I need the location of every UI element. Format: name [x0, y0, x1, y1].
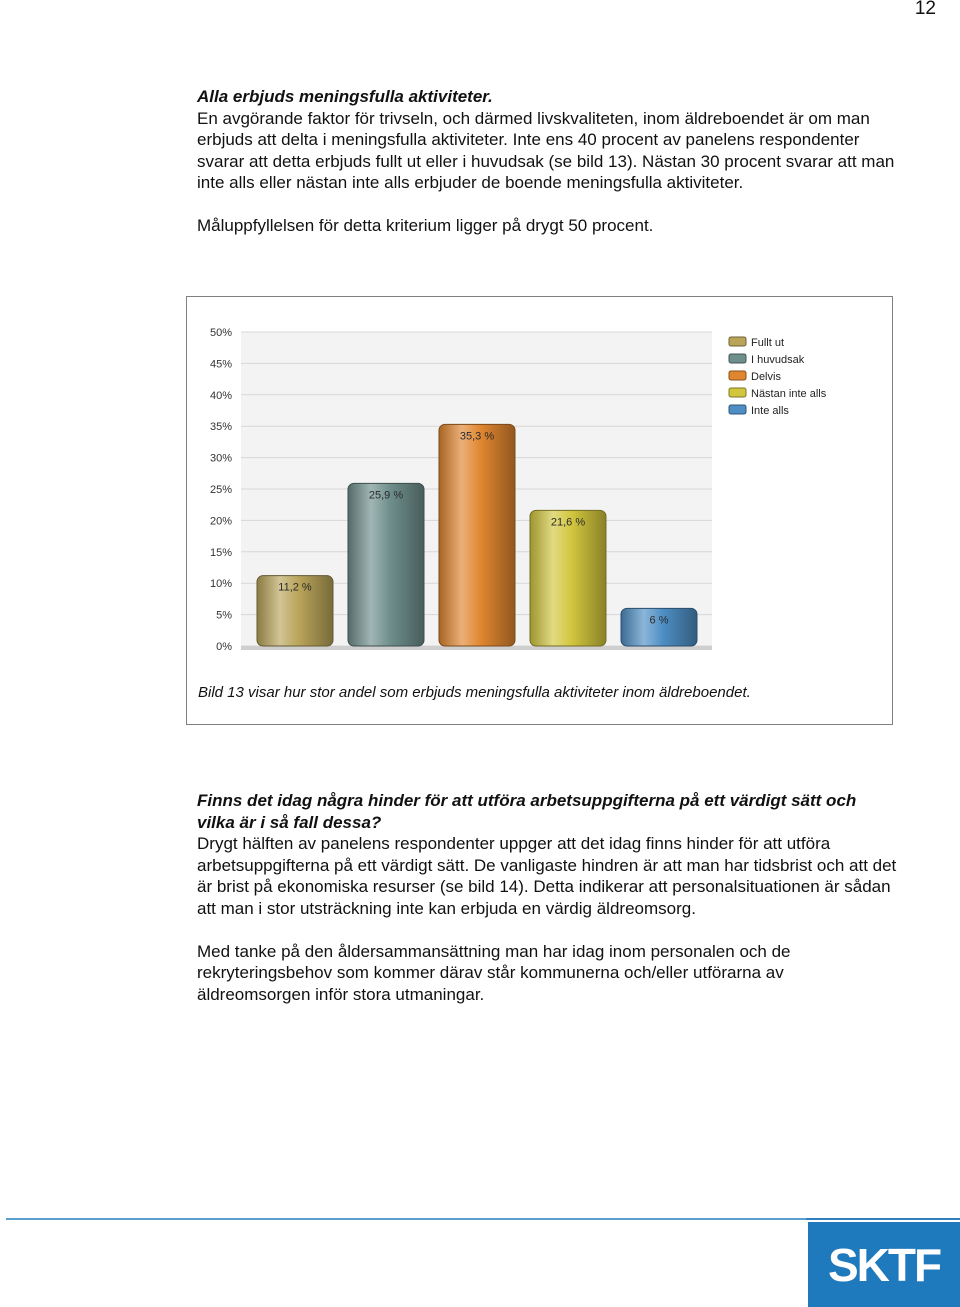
y-tick-label: 45% [209, 358, 232, 371]
legend-label: Fullt ut [751, 337, 785, 349]
legend-label: Inte alls [751, 405, 789, 417]
figure-13 [186, 296, 893, 725]
y-tick-label: 35% [209, 421, 232, 434]
section-meningsfulla-aktiviteter [197, 86, 897, 237]
y-tick-label: 30% [209, 452, 232, 465]
bar-value-label: 11,2 % [278, 581, 312, 594]
page-number: 12 [914, 0, 936, 19]
bar-value-label: 35,3 % [459, 430, 495, 443]
section-body: Drygt hälften av panelens respondenter uppger att det idag finns hinder för att utföra arbetsuppgifterna på ett värdigt sätt. De vanligaste hindren är att man har tidsbrist och att det är brist på ekonomiska resurser (se bild 14). Detta indikerar att personalsituationen är sådan att man i stor utsträckning inte kan erbjuda en värdig äldreomsorg. [197, 834, 897, 918]
legend-swatch [729, 354, 746, 363]
y-tick-label: 20% [209, 515, 232, 528]
footer-divider-accent [806, 1218, 960, 1220]
legend-swatch [729, 371, 746, 380]
bar-3 [530, 510, 606, 646]
legend-swatch [729, 405, 746, 414]
y-tick-label: 25% [209, 484, 232, 496]
section-heading: Alla erbjuds meningsfulla aktiviteter. [197, 87, 493, 106]
bar-value-label: 6 % [649, 614, 669, 627]
legend-swatch [729, 388, 746, 397]
y-tick-label: 5% [216, 609, 232, 622]
y-tick-label: 10% [209, 578, 232, 591]
figure-caption: Bild 13 visar hur stor andel som erbjuds meningsfulla aktiviteter inom äldreboendet. [198, 684, 751, 701]
goal-fulfilment-text: Måluppfyllelsen för detta kriterium ligger på drygt 50 procent. [197, 216, 654, 235]
bar-value-label: 21,6 % [550, 516, 586, 529]
bar-value-label: 25,9 % [368, 489, 404, 502]
y-tick-label: 15% [209, 546, 232, 559]
section-hinder [197, 790, 897, 1005]
legend-swatch [729, 337, 746, 346]
y-tick-label: 40% [209, 389, 232, 402]
section-heading: Finns det idag några hinder för att utföra arbetsuppgifterna på ett värdigt sätt och vilka är i så fall dessa? [197, 791, 857, 832]
x-axis-base [241, 646, 712, 650]
footer-divider [6, 1218, 806, 1220]
legend-label: Nästan inte alls [751, 388, 827, 400]
legend-label: I huvudsak [751, 354, 805, 366]
section-body-2: Med tanke på den åldersammansättning man har idag inom personalen och de rekryteringsbehov som kommer därav står kommunerna och/eller utförarna av äldreomsorgen inför stora utmaningar. [197, 941, 791, 1004]
bar-1 [348, 483, 424, 646]
legend-label: Delvis [751, 371, 781, 383]
bar-2 [439, 424, 515, 646]
logo-text: SKTF [827, 1239, 941, 1291]
y-tick-label: 0% [216, 641, 232, 653]
bar-chart [187, 297, 892, 724]
section-body: En avgörande faktor för trivseln, och därmed livskvaliteten, inom äldreboendet är om man erbjuds att delta i meningsfulla aktiviteter. Inte ens 40 procent av panelens respondenter svarar att detta erbjuds fullt ut eller i huvudsak (se bild 13). Nästan 30 procent svarar att man inte alls eller nästan inte alls erbjuder de boende meningsfulla aktiviteter. [197, 108, 895, 192]
sktf-logo [808, 1222, 960, 1307]
y-tick-label: 50% [209, 327, 232, 339]
